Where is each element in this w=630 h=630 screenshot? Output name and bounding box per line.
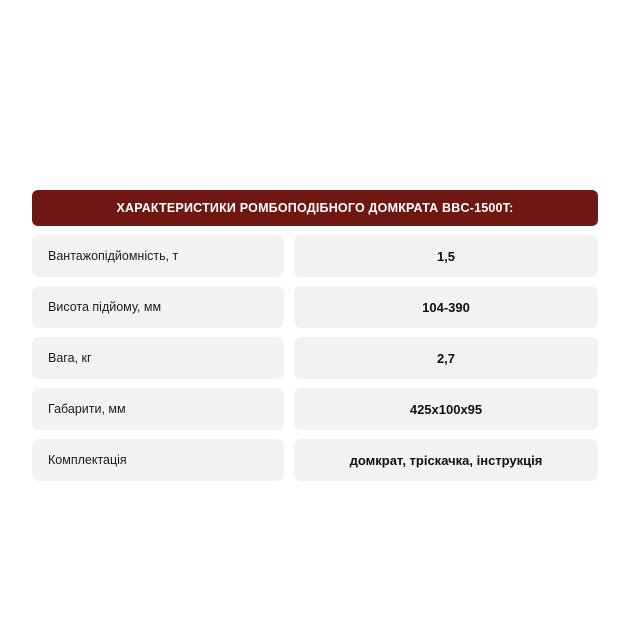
spec-value-cell: 2,7 [294,337,598,379]
table-row [32,439,598,481]
table-row [32,388,598,430]
spec-label-cell: Вантажопідйомність, т [32,235,284,277]
table-row [32,337,598,379]
spec-label-cell: Комплектація [32,439,284,481]
table-row [32,235,598,277]
spec-value-cell: 425x100x95 [294,388,598,430]
spec-value-cell: 1,5 [294,235,598,277]
spec-label-cell: Висота підйому, мм [32,286,284,328]
specifications-table [32,190,598,481]
spec-label-cell: Вага, кг [32,337,284,379]
spec-value-cell: домкрат, тріскачка, інструкція [294,439,598,481]
table-row [32,286,598,328]
spec-value-cell: 104-390 [294,286,598,328]
spec-table-header: ХАРАКТЕРИСТИКИ РОМБОПОДІБНОГО ДОМКРАТА BBC-1500T: [32,190,598,226]
spec-label-cell: Габарити, мм [32,388,284,430]
